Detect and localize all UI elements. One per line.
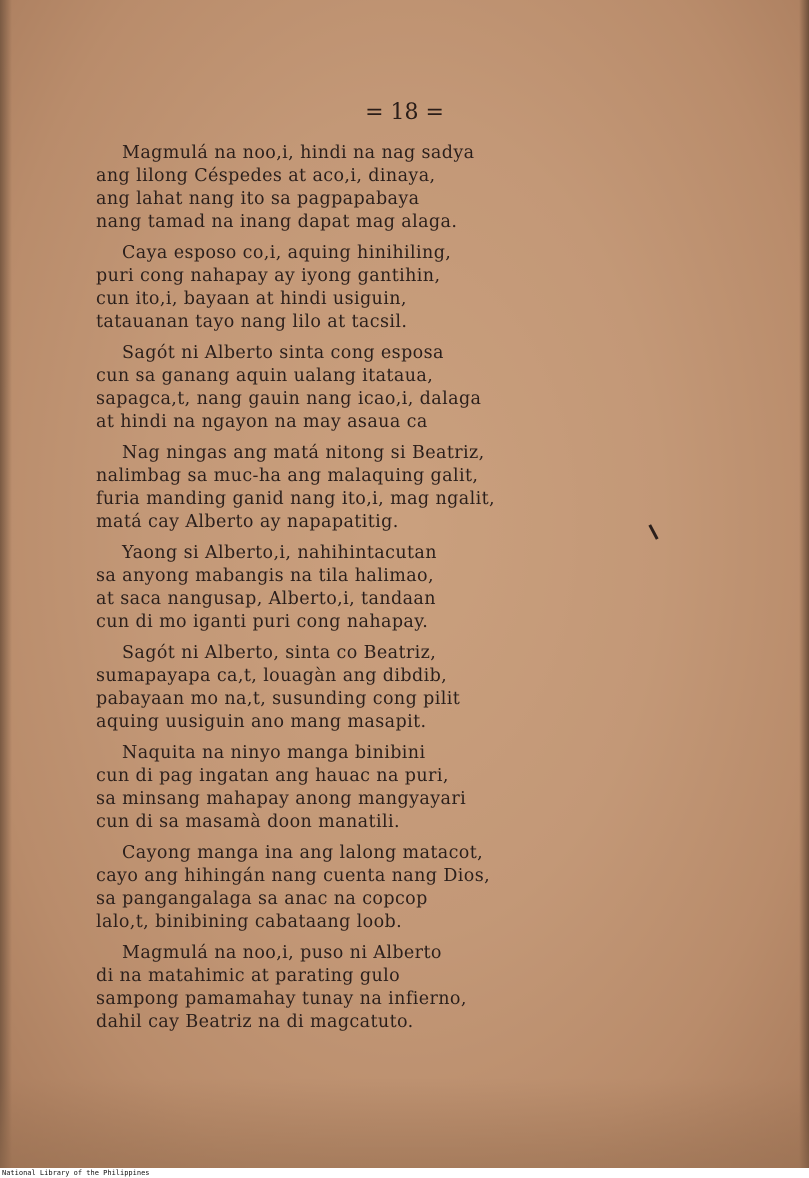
verse-line: Magmulá na noo,i, puso ni Alberto: [122, 943, 442, 963]
verse-line: sampong pamamahay tunay na infierno,: [96, 989, 467, 1009]
verse-line: cun di sa masamà doon manatili.: [96, 812, 400, 832]
verse-line: cun sa ganang aquin ualang itataua,: [96, 366, 434, 386]
verse-line: at hindi na ngayon na may asaua ca: [96, 412, 428, 432]
stanza: [96, 842, 656, 934]
verse-line: lalo,t, binibining cabataang loob.: [96, 912, 403, 932]
verse-line: nalimbag sa muc-ha ang malaquing galit,: [96, 466, 479, 486]
page-stain: [0, 1078, 809, 1168]
verse-line: cun di pag ingatan ang hauac na puri,: [96, 766, 449, 786]
stanza: [96, 742, 656, 834]
verse-line: nang tamad na inang dapat mag alaga.: [96, 212, 458, 232]
verse-line: pabayaan mo na,t, susunding cong pilit: [96, 689, 461, 709]
verse-line: sa pangangalaga sa anac na copcop: [96, 889, 428, 909]
poem-body: [96, 142, 656, 1042]
stanza: [96, 442, 656, 534]
verse-line: sa minsang mahapay anong mangyayari: [96, 789, 467, 809]
verse-line: sa anyong mabangis na tila halimao,: [96, 566, 434, 586]
verse-line: cun di mo iganti puri cong nahapay.: [96, 612, 429, 632]
verse-line: Cayong manga ina ang lalong matacot,: [122, 843, 484, 863]
stanza: [96, 342, 656, 434]
verse-line: Naquita na ninyo manga binibini: [122, 743, 426, 763]
verse-line: cun ito,i, bayaan at hindi usiguin,: [96, 289, 407, 309]
verse-line: sapagca,t, nang gauin nang icao,i, dalaga: [96, 389, 482, 409]
verse-line: aquing uusiguin ano mang masapit.: [96, 712, 427, 732]
page-right-shadow: [799, 0, 809, 1168]
verse-line: Sagót ni Alberto sinta cong esposa: [122, 343, 444, 363]
stanza: [96, 642, 656, 734]
verse-line: puri cong nahapay ay iyong gantihin,: [96, 266, 441, 286]
verse-line: Yaong si Alberto,i, nahihintacutan: [122, 543, 437, 563]
stanza: [96, 542, 656, 634]
verse-line: sumapayapa ca,t, louagàn ang dibdib,: [96, 666, 448, 686]
verse-line: Caya esposo co,i, aquing hinihiling,: [122, 243, 452, 263]
page-left-shadow: [0, 0, 12, 1168]
verse-line: tatauanan tayo nang lilo at tacsil.: [96, 312, 408, 332]
stanza: [96, 142, 656, 234]
verse-line: dahil cay Beatriz na di magcatuto.: [96, 1012, 414, 1032]
stanza: [96, 942, 656, 1034]
footer-credit: National Library of the Philippines: [2, 1169, 150, 1177]
page-number: = 18 =: [365, 100, 444, 125]
stanza: [96, 242, 656, 334]
verse-line: ang lahat nang ito sa pagpapabaya: [96, 189, 420, 209]
verse-line: Sagót ni Alberto, sinta co Beatriz,: [122, 643, 437, 663]
verse-line: ang lilong Céspedes at aco,i, dinaya,: [96, 166, 436, 186]
verse-line: at saca nangusap, Alberto,i, tandaan: [96, 589, 436, 609]
verse-line: matá cay Alberto ay napapatitig.: [96, 512, 399, 532]
verse-line: furia manding ganid nang ito,i, mag ngalit,: [96, 489, 495, 509]
verse-line: Magmulá na noo,i, hindi na nag sadya: [122, 143, 475, 163]
verse-line: cayo ang hihingán nang cuenta nang Dios,: [96, 866, 491, 886]
verse-line: di na matahimic at parating gulo: [96, 966, 401, 986]
verse-line: Nag ningas ang matá nitong si Beatriz,: [122, 443, 485, 463]
